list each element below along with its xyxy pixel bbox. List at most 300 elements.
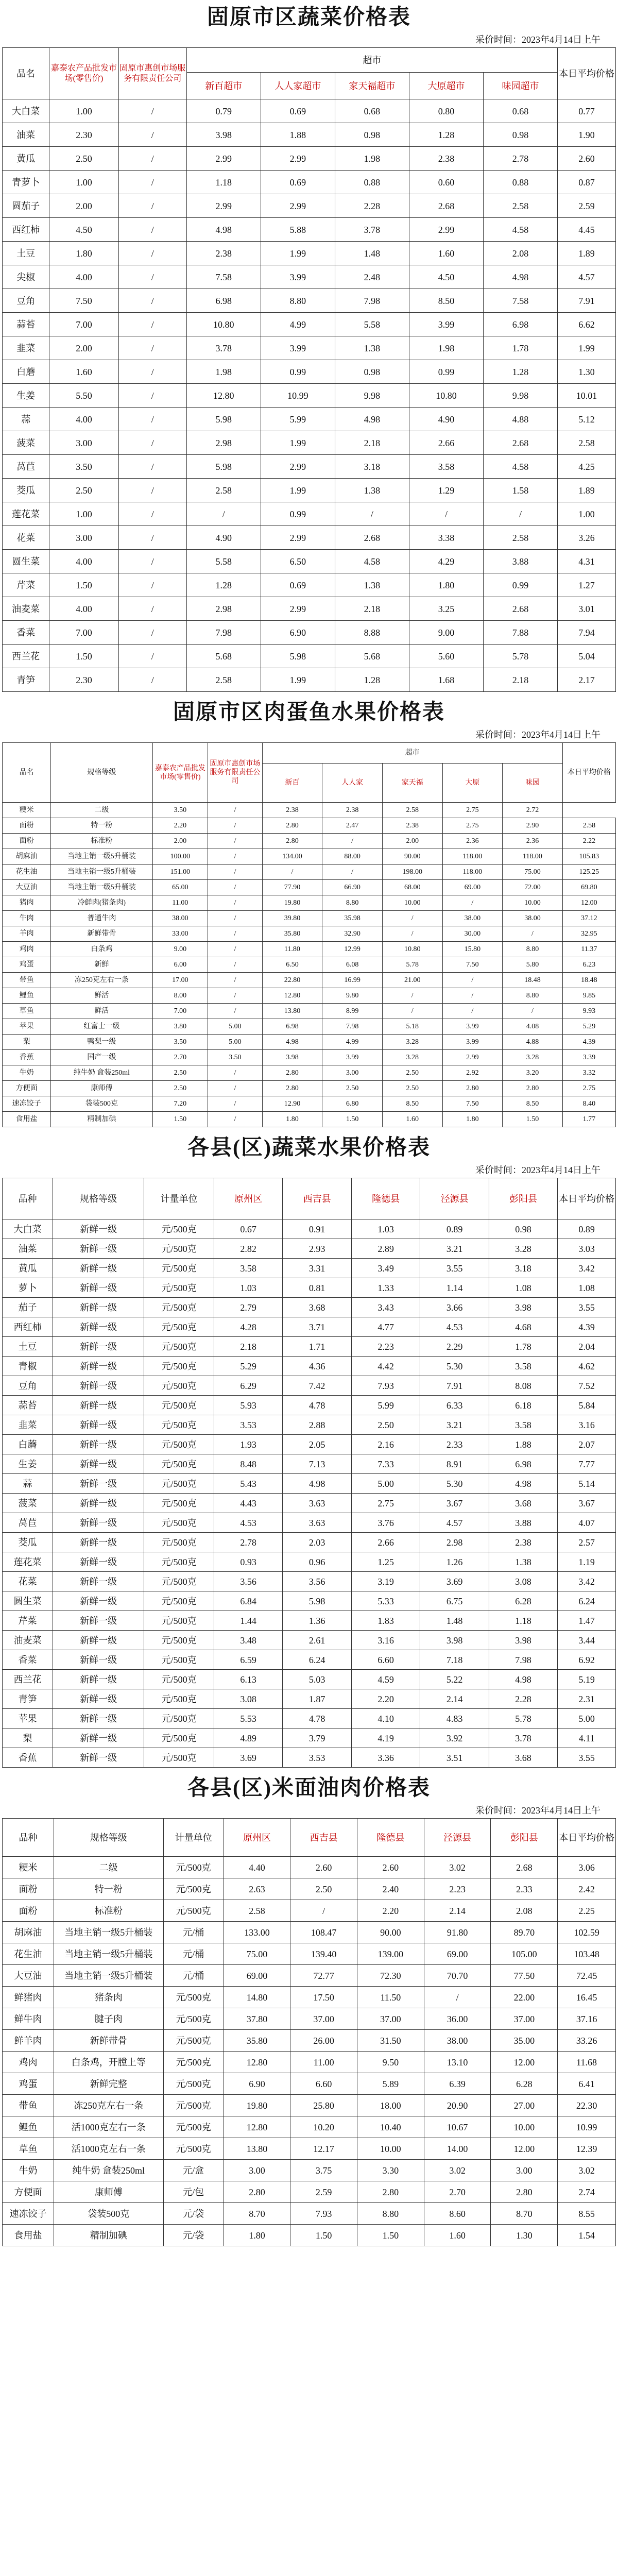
price-cell: 22.30 (558, 2095, 616, 2116)
price-cell: 1.48 (420, 1611, 489, 1631)
price-cell: 0.87 (558, 171, 616, 194)
price-cell: 元/500克 (144, 1435, 214, 1454)
price-cell: 1.89 (558, 242, 616, 265)
price-cell: 3.63 (283, 1494, 351, 1513)
item-name-cell: 带鱼 (3, 2095, 54, 2116)
price-cell: 3.02 (424, 2160, 491, 2181)
price-cell: 3.58 (409, 455, 483, 479)
col-header-spec: 规格等级 (54, 1819, 163, 1857)
price-cell: 新鲜一级 (53, 1278, 144, 1298)
price-cell: 5.00 (208, 1035, 262, 1050)
item-name-cell: 鲤鱼 (3, 2116, 54, 2138)
price-cell: / (118, 502, 186, 526)
price-cell: 3.21 (420, 1239, 489, 1259)
price-cell: 2.50 (49, 479, 118, 502)
price-cell: 2.31 (558, 1689, 616, 1709)
col-header-unit: 计量单位 (144, 1178, 214, 1219)
price-cell: 10.00 (382, 895, 442, 911)
veg-county-collect-time: 采价时间：2023年4月14日上午 (475, 1165, 600, 1175)
price-cell: 38.00 (503, 911, 563, 926)
price-cell: 3.00 (491, 2160, 558, 2181)
price-cell: 33.26 (558, 2030, 616, 2052)
item-name-cell: 梨 (3, 1035, 51, 1050)
price-cell: 4.98 (489, 1474, 557, 1494)
col-header-supermarket: 超市 (262, 743, 562, 764)
price-cell: 2.99 (409, 218, 483, 242)
price-cell: 9.50 (357, 2052, 424, 2073)
price-cell: 元/500克 (163, 2095, 224, 2116)
price-cell: / (208, 1065, 262, 1081)
price-cell: 10.99 (558, 2116, 616, 2138)
price-cell: 2.38 (409, 147, 483, 171)
price-cell: 3.19 (351, 1572, 420, 1591)
price-cell: 普通牛肉 (51, 911, 152, 926)
price-cell: 新鲜一级 (53, 1454, 144, 1474)
table-row (3, 1552, 616, 1572)
price-cell: 元/桶 (163, 1965, 224, 1987)
item-name-cell: 韭菜 (3, 1415, 53, 1435)
price-cell: 1.50 (49, 573, 118, 597)
price-cell: 鲜活 (51, 988, 152, 1004)
price-cell: 4.42 (351, 1357, 420, 1376)
item-name-cell: 牛肉 (3, 911, 51, 926)
price-cell: 元/500克 (144, 1454, 214, 1474)
price-cell: 4.45 (558, 218, 616, 242)
price-cell: 7.50 (49, 289, 118, 313)
price-cell: 3.48 (214, 1631, 282, 1650)
price-cell: 9.00 (409, 621, 483, 645)
table-row (3, 336, 616, 360)
price-cell: 2.92 (442, 1065, 503, 1081)
table-row (3, 1035, 616, 1050)
price-cell: 1.30 (558, 360, 616, 384)
price-cell: 5.78 (483, 645, 557, 668)
price-cell: 0.99 (261, 360, 335, 384)
price-cell: 2.29 (420, 1337, 489, 1357)
price-cell: 特一粉 (51, 818, 152, 834)
price-cell: 3.25 (409, 597, 483, 621)
price-cell: 3.56 (283, 1572, 351, 1591)
price-cell: 4.88 (483, 408, 557, 431)
price-cell: 4.78 (283, 1396, 351, 1415)
price-cell: 5.33 (351, 1591, 420, 1611)
price-cell: 2.61 (283, 1631, 351, 1650)
item-name-cell: 鸡蛋 (3, 957, 51, 973)
table-row (3, 573, 616, 597)
price-cell: 1.29 (409, 479, 483, 502)
price-cell: 9.85 (562, 988, 615, 1004)
price-cell: 1.08 (489, 1278, 557, 1298)
price-cell: 4.98 (262, 1035, 322, 1050)
table-row (3, 597, 616, 621)
price-cell: 2.79 (214, 1298, 282, 1317)
price-cell: / (208, 880, 262, 895)
table-row (3, 1112, 616, 1127)
col-header-name: 品种 (3, 1819, 54, 1857)
price-cell: 新鲜一级 (53, 1591, 144, 1611)
price-cell: 当地主销一级5升桶装 (54, 1943, 163, 1965)
price-cell: 2.58 (186, 668, 261, 692)
price-cell: 5.04 (558, 645, 616, 668)
table-row (3, 1965, 616, 1987)
meat-city-table (2, 742, 616, 1127)
col-header-county: 彭阳县 (489, 1178, 557, 1219)
price-cell: 新鲜一级 (53, 1709, 144, 1728)
price-cell: 7.13 (283, 1454, 351, 1474)
price-cell: 5.84 (558, 1396, 616, 1415)
table-row (3, 2095, 616, 2116)
price-cell: 0.69 (261, 171, 335, 194)
item-name-cell: 蒜 (3, 408, 49, 431)
price-cell: 新鲜一级 (53, 1670, 144, 1689)
price-cell: 35.00 (491, 2030, 558, 2052)
price-cell: 2.00 (152, 834, 208, 849)
price-cell: 0.80 (409, 99, 483, 123)
price-cell: 0.67 (214, 1219, 282, 1239)
price-cell: / (118, 645, 186, 668)
price-cell: 0.89 (558, 1219, 616, 1239)
price-cell: 元/500克 (163, 1900, 224, 1922)
price-cell: 5.18 (382, 1019, 442, 1035)
table-row (3, 1298, 616, 1317)
price-cell: 3.79 (283, 1728, 351, 1748)
table-row (3, 1065, 616, 1081)
price-cell: 3.18 (335, 455, 409, 479)
table-row (3, 431, 616, 455)
price-cell: 1.03 (214, 1278, 282, 1298)
price-cell: 3.69 (420, 1572, 489, 1591)
price-cell: 4.77 (351, 1317, 420, 1337)
price-cell: 18.48 (562, 973, 615, 988)
price-cell: 3.92 (420, 1728, 489, 1748)
table-row (3, 1337, 616, 1357)
price-cell: 7.00 (152, 1004, 208, 1019)
price-cell: 5.03 (283, 1670, 351, 1689)
price-cell: 2.18 (483, 668, 557, 692)
price-cell: 白条鸡 (51, 942, 152, 957)
price-cell: 69.00 (224, 1965, 290, 1987)
price-cell: 元/500克 (144, 1494, 214, 1513)
price-cell: 新鲜一级 (53, 1494, 144, 1513)
price-cell: 3.42 (558, 1572, 616, 1591)
price-cell: 元/500克 (163, 1987, 224, 2008)
price-cell: 3.02 (558, 2160, 616, 2181)
price-cell: 1.80 (442, 1112, 503, 1127)
price-cell: 8.60 (424, 2203, 491, 2225)
price-cell: 0.98 (335, 360, 409, 384)
col-header-county: 西吉县 (290, 1819, 357, 1857)
price-cell: 新鲜一级 (53, 1435, 144, 1454)
price-cell: 2.59 (290, 2181, 357, 2203)
price-cell: / (118, 147, 186, 171)
price-cell: 元/500克 (144, 1728, 214, 1748)
col-header-county: 泾源县 (420, 1178, 489, 1219)
price-cell: 3.00 (322, 1065, 383, 1081)
price-cell: 7.98 (335, 289, 409, 313)
price-cell: 139.00 (357, 1943, 424, 1965)
price-cell: 10.67 (424, 2116, 491, 2138)
price-cell: 8.80 (357, 2203, 424, 2225)
table-row (3, 880, 616, 895)
price-cell: 6.60 (290, 2073, 357, 2095)
price-cell: / (503, 926, 563, 942)
price-cell: 1.38 (489, 1552, 557, 1572)
item-name-cell: 速冻饺子 (3, 2203, 54, 2225)
price-cell: 14.00 (424, 2138, 491, 2160)
table-row (3, 2073, 616, 2095)
price-cell: / (208, 834, 262, 849)
price-cell: 1.19 (558, 1552, 616, 1572)
table-row (3, 645, 616, 668)
price-cell: 8.80 (503, 942, 563, 957)
price-cell: 4.57 (558, 265, 616, 289)
price-cell: 2.59 (558, 194, 616, 218)
price-cell: 14.80 (224, 1987, 290, 2008)
price-cell: / (118, 171, 186, 194)
price-cell: 3.98 (489, 1631, 557, 1650)
price-cell: 38.00 (152, 911, 208, 926)
col-header-store: 大原 (442, 764, 503, 803)
price-cell: 37.80 (224, 2008, 290, 2030)
price-cell: 2.50 (152, 1081, 208, 1096)
price-cell: 5.50 (49, 384, 118, 408)
price-cell: 1.80 (49, 242, 118, 265)
item-name-cell: 香蕉 (3, 1748, 53, 1768)
price-cell: 活1000克左右一条 (54, 2138, 163, 2160)
item-name-cell: 鲜猪肉 (3, 1987, 54, 2008)
price-cell: 2.60 (290, 1857, 357, 1878)
price-cell: 4.19 (351, 1728, 420, 1748)
col-header-county: 隆德县 (357, 1819, 424, 1857)
price-cell: 134.00 (262, 849, 322, 865)
price-cell: 2.99 (186, 194, 261, 218)
price-cell: 新鲜一级 (53, 1337, 144, 1357)
price-cell: 2.68 (409, 194, 483, 218)
item-name-cell: 豆角 (3, 289, 49, 313)
price-cell: / (208, 973, 262, 988)
price-cell: 7.20 (152, 1096, 208, 1112)
price-cell: 4.98 (483, 265, 557, 289)
price-cell: 4.53 (214, 1513, 282, 1533)
price-cell: 6.24 (283, 1650, 351, 1670)
price-cell: 4.58 (335, 550, 409, 573)
price-cell: 37.00 (491, 2008, 558, 2030)
price-cell: / (118, 550, 186, 573)
price-cell: / (186, 502, 261, 526)
price-cell: 2.75 (442, 803, 503, 818)
table-row (3, 973, 616, 988)
price-cell: 7.00 (49, 621, 118, 645)
item-name-cell: 圆生菜 (3, 1591, 53, 1611)
price-cell: 1.88 (489, 1435, 557, 1454)
price-cell: 2.93 (283, 1239, 351, 1259)
table-row (3, 818, 616, 834)
price-cell: 2.80 (503, 1081, 563, 1096)
price-cell: 3.78 (489, 1728, 557, 1748)
item-name-cell: 白蘑 (3, 1435, 53, 1454)
price-cell: 8.08 (489, 1376, 557, 1396)
price-cell: 4.00 (49, 265, 118, 289)
price-cell: 151.00 (152, 865, 208, 880)
price-cell: 2.58 (186, 479, 261, 502)
item-name-cell: 牛奶 (3, 1065, 51, 1081)
table-row (3, 194, 616, 218)
price-cell: 7.58 (483, 289, 557, 313)
price-cell: / (442, 895, 503, 911)
price-cell: 元/500克 (144, 1572, 214, 1591)
price-cell: 1.60 (424, 2225, 491, 2246)
price-cell: 5.43 (214, 1474, 282, 1494)
price-cell: 20.90 (424, 2095, 491, 2116)
price-cell: 1.50 (357, 2225, 424, 2246)
price-cell: 3.75 (290, 2160, 357, 2181)
price-cell: 39.80 (262, 911, 322, 926)
price-cell: 10.01 (558, 384, 616, 408)
col-header-store: 味园 (503, 764, 563, 803)
price-cell: 8.40 (562, 1096, 615, 1112)
price-cell: 元/500克 (144, 1357, 214, 1376)
price-cell: 12.80 (224, 2116, 290, 2138)
price-cell: 102.59 (558, 1922, 616, 1943)
price-cell: 12.17 (290, 2138, 357, 2160)
price-cell: 2.99 (261, 455, 335, 479)
veg-county-title: 各县(区)蔬菜水果价格表 (187, 1136, 431, 1160)
price-cell: 7.93 (351, 1376, 420, 1396)
price-cell: 2.60 (357, 1857, 424, 1878)
price-cell: 0.69 (261, 573, 335, 597)
price-cell: 3.00 (49, 431, 118, 455)
price-cell: 5.60 (409, 645, 483, 668)
price-cell: / (382, 988, 442, 1004)
item-name-cell: 粳米 (3, 1857, 54, 1878)
price-cell: 2.99 (261, 526, 335, 550)
price-cell: 5.93 (214, 1396, 282, 1415)
price-cell: 2.58 (562, 818, 615, 834)
price-cell: 139.40 (290, 1943, 357, 1965)
price-cell: 元/500克 (144, 1533, 214, 1552)
price-cell: 元/500克 (144, 1239, 214, 1259)
price-cell: 3.03 (558, 1239, 616, 1259)
item-name-cell: 黄瓜 (3, 1259, 53, 1278)
item-name-cell: 香菜 (3, 1650, 53, 1670)
price-cell: 72.45 (558, 1965, 616, 1987)
table-row (3, 408, 616, 431)
price-cell: 4.59 (351, 1670, 420, 1689)
price-cell: 4.99 (322, 1035, 383, 1050)
price-cell: 1.99 (558, 336, 616, 360)
veg-city-collect-time: 采价时间：2023年4月14日上午 (475, 35, 600, 45)
table-row (3, 1857, 616, 1878)
price-cell: 2.74 (558, 2181, 616, 2203)
price-cell: 元/盒 (163, 2160, 224, 2181)
price-cell: 1.00 (558, 502, 616, 526)
price-cell: 2.66 (351, 1533, 420, 1552)
price-cell: / (118, 194, 186, 218)
price-cell: 2.42 (558, 1878, 616, 1900)
item-name-cell: 草鱼 (3, 1004, 51, 1019)
price-cell: / (262, 865, 322, 880)
price-cell: 2.00 (49, 336, 118, 360)
table-row (3, 1415, 616, 1435)
price-cell: 5.00 (558, 1709, 616, 1728)
price-cell: 77.50 (491, 1965, 558, 1987)
price-cell: 当地主销一级5升桶装 (54, 1922, 163, 1943)
price-cell: 19.80 (224, 2095, 290, 2116)
price-cell: 3.58 (489, 1415, 557, 1435)
price-cell: 10.99 (261, 384, 335, 408)
table-row (3, 911, 616, 926)
price-cell: 3.21 (420, 1415, 489, 1435)
price-cell: 1.08 (558, 1278, 616, 1298)
table-row (3, 1317, 616, 1337)
table-row (3, 1943, 616, 1965)
price-cell: 2.18 (335, 431, 409, 455)
price-cell: 5.88 (261, 218, 335, 242)
table-row (3, 865, 616, 880)
item-name-cell: 鸡蛋 (3, 2073, 54, 2095)
price-cell: 10.40 (357, 2116, 424, 2138)
price-cell: 3.53 (283, 1748, 351, 1768)
price-cell: 4.88 (503, 1035, 563, 1050)
price-cell: 元/500克 (144, 1376, 214, 1396)
item-name-cell: 带鱼 (3, 973, 51, 988)
price-cell: 3.30 (357, 2160, 424, 2181)
price-cell: 5.78 (489, 1709, 557, 1728)
col-header-store: 大原超市 (409, 73, 483, 99)
price-cell: 2.57 (558, 1533, 616, 1552)
price-cell: 38.00 (442, 911, 503, 926)
price-cell: 72.30 (357, 1965, 424, 1987)
price-cell: 2.68 (335, 526, 409, 550)
price-cell: 89.70 (491, 1922, 558, 1943)
price-cell: 1.27 (558, 573, 616, 597)
price-cell: 冻250克左右一条 (51, 973, 152, 988)
price-cell: 2.63 (224, 1878, 290, 1900)
price-cell: 精制加碘 (54, 2225, 163, 2246)
item-name-cell: 尖椒 (3, 265, 49, 289)
price-cell: 4.98 (489, 1670, 557, 1689)
price-cell: 2.58 (558, 431, 616, 455)
price-cell: 2.90 (503, 818, 563, 834)
price-cell: 1.33 (351, 1278, 420, 1298)
price-cell: 4.98 (283, 1474, 351, 1494)
price-cell: 2.38 (186, 242, 261, 265)
price-cell: 6.28 (489, 1591, 557, 1611)
price-cell: 1.83 (351, 1611, 420, 1631)
item-name-cell: 菠菜 (3, 431, 49, 455)
price-cell: 1.54 (558, 2225, 616, 2246)
price-cell: 猪条肉 (54, 1987, 163, 2008)
price-cell: 18.00 (357, 2095, 424, 2116)
price-cell: 2.58 (483, 526, 557, 550)
price-cell: / (442, 973, 503, 988)
price-cell: / (118, 621, 186, 645)
price-cell: 0.68 (335, 99, 409, 123)
item-name-cell: 油菜 (3, 123, 49, 147)
table-row (3, 455, 616, 479)
price-cell: 3.50 (152, 1035, 208, 1050)
price-cell: 3.99 (261, 336, 335, 360)
price-cell: 1.50 (49, 645, 118, 668)
price-cell: / (118, 597, 186, 621)
table-row (3, 1259, 616, 1278)
price-cell: 17.50 (290, 1987, 357, 2008)
price-cell: 新鲜一级 (53, 1357, 144, 1376)
item-name-cell: 油麦菜 (3, 597, 49, 621)
price-cell: 3.99 (442, 1035, 503, 1050)
price-cell: 2.20 (152, 818, 208, 834)
price-cell: 4.00 (49, 550, 118, 573)
